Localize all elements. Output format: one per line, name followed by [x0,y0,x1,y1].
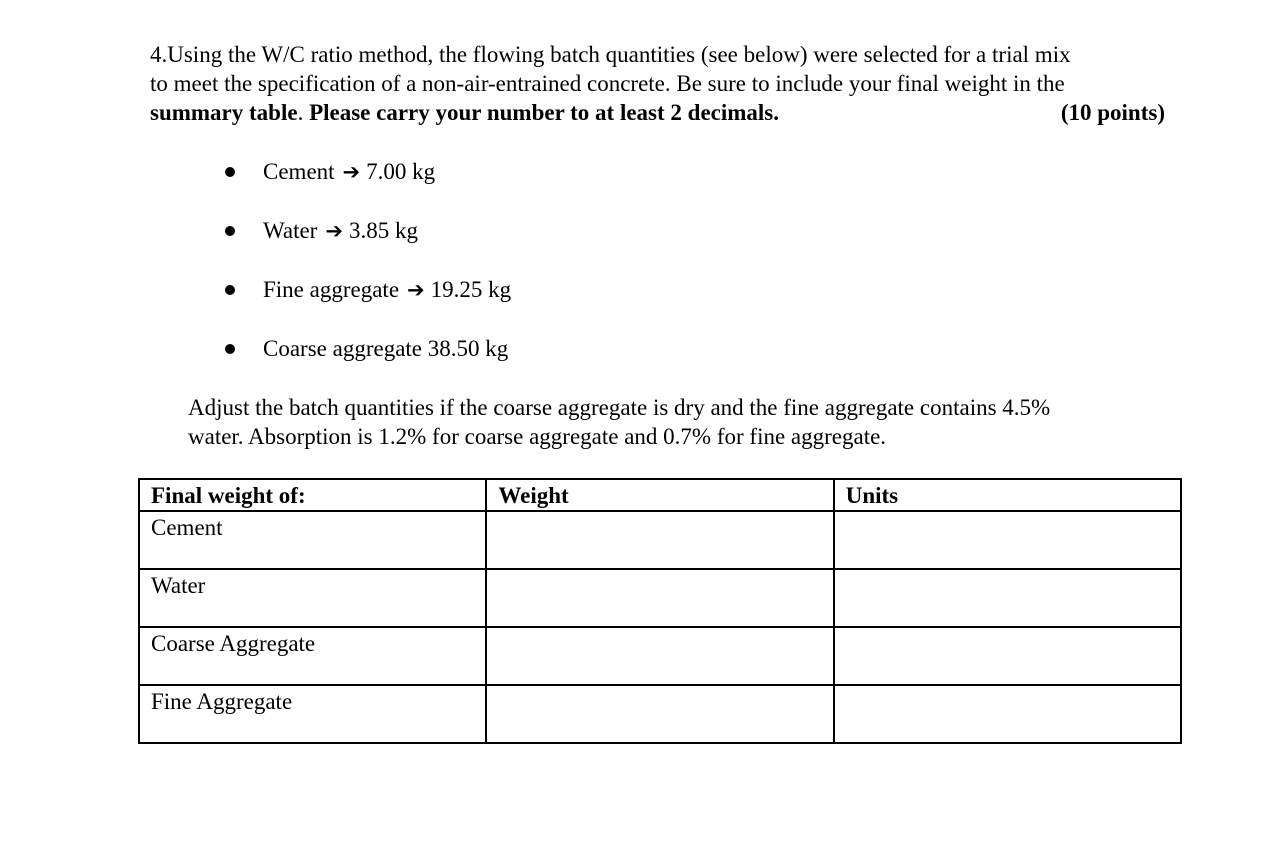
coarse-aggregate-label: Coarse aggregate 38.50 kg [263,336,509,361]
bullet-icon [225,285,235,295]
question-text [150,40,1165,127]
arrow-right-icon: ➔ [325,219,343,243]
arrow-right-icon: ➔ [342,160,361,184]
table-row [139,569,1181,627]
fine-aggregate-weight-cell[interactable] [486,685,833,743]
row-label-cement: Cement [139,511,486,569]
question-line-2: to meet the specification of a non-air-entrained concrete. Be sure to include your final weight in the [150,71,1065,96]
question-line-1: 4.Using the W/C ratio method, the flowing batch quantities (see below) were selected for a trial mix [150,42,1071,67]
adjust-line-1: Adjust the batch quantities if the coarse aggregate is dry and the fine aggregate contains 4.5% [188,395,1051,420]
bullet-icon [225,344,235,354]
batch-quantity-list [222,156,511,392]
bullet-icon [225,226,235,236]
row-label-water: Water [139,569,486,627]
summary-table-emphasis: summary table [150,100,298,125]
water-units-cell[interactable] [834,569,1181,627]
coarse-aggregate-weight-cell[interactable] [486,627,833,685]
list-item-water [222,215,511,274]
water-label: Water [263,218,318,243]
adjust-line-2: water. Absorption is 1.2% for coarse aggregate and 0.7% for fine aggregate. [188,424,887,449]
list-item-coarse-aggregate [222,333,511,392]
summary-table [138,478,1182,744]
question-line-3 [150,98,1165,127]
bullet-icon [225,167,235,177]
cement-weight-cell[interactable] [486,511,833,569]
table-row [139,511,1181,569]
water-value: 3.85 kg [348,218,418,243]
coarse-aggregate-units-cell[interactable] [834,627,1181,685]
cement-units-cell[interactable] [834,511,1181,569]
header-units: Units [834,479,1181,511]
water-weight-cell[interactable] [486,569,833,627]
cement-value: 7.00 kg [366,159,436,184]
list-item-cement [222,156,511,215]
fine-aggregate-value: 19.25 kg [430,277,512,302]
fine-aggregate-label: Fine aggregate [263,277,400,302]
header-weight: Weight [486,479,833,511]
adjustment-instructions [188,393,1168,451]
question-line-3-sep: . [297,100,310,125]
arrow-right-icon: ➔ [407,278,425,302]
fine-aggregate-units-cell[interactable] [834,685,1181,743]
table-row [139,685,1181,743]
header-final-weight-of: Final weight of: [139,479,486,511]
row-label-fine-aggregate: Fine Aggregate [139,685,486,743]
table-row [139,627,1181,685]
points-label: (10 points) [1060,100,1165,125]
decimals-instruction: Please carry your number to at least 2 decimals. [309,100,780,125]
list-item-fine-aggregate [222,274,511,333]
cement-label: Cement [263,159,335,184]
table-header-row [139,479,1181,511]
row-label-coarse-aggregate: Coarse Aggregate [139,627,486,685]
